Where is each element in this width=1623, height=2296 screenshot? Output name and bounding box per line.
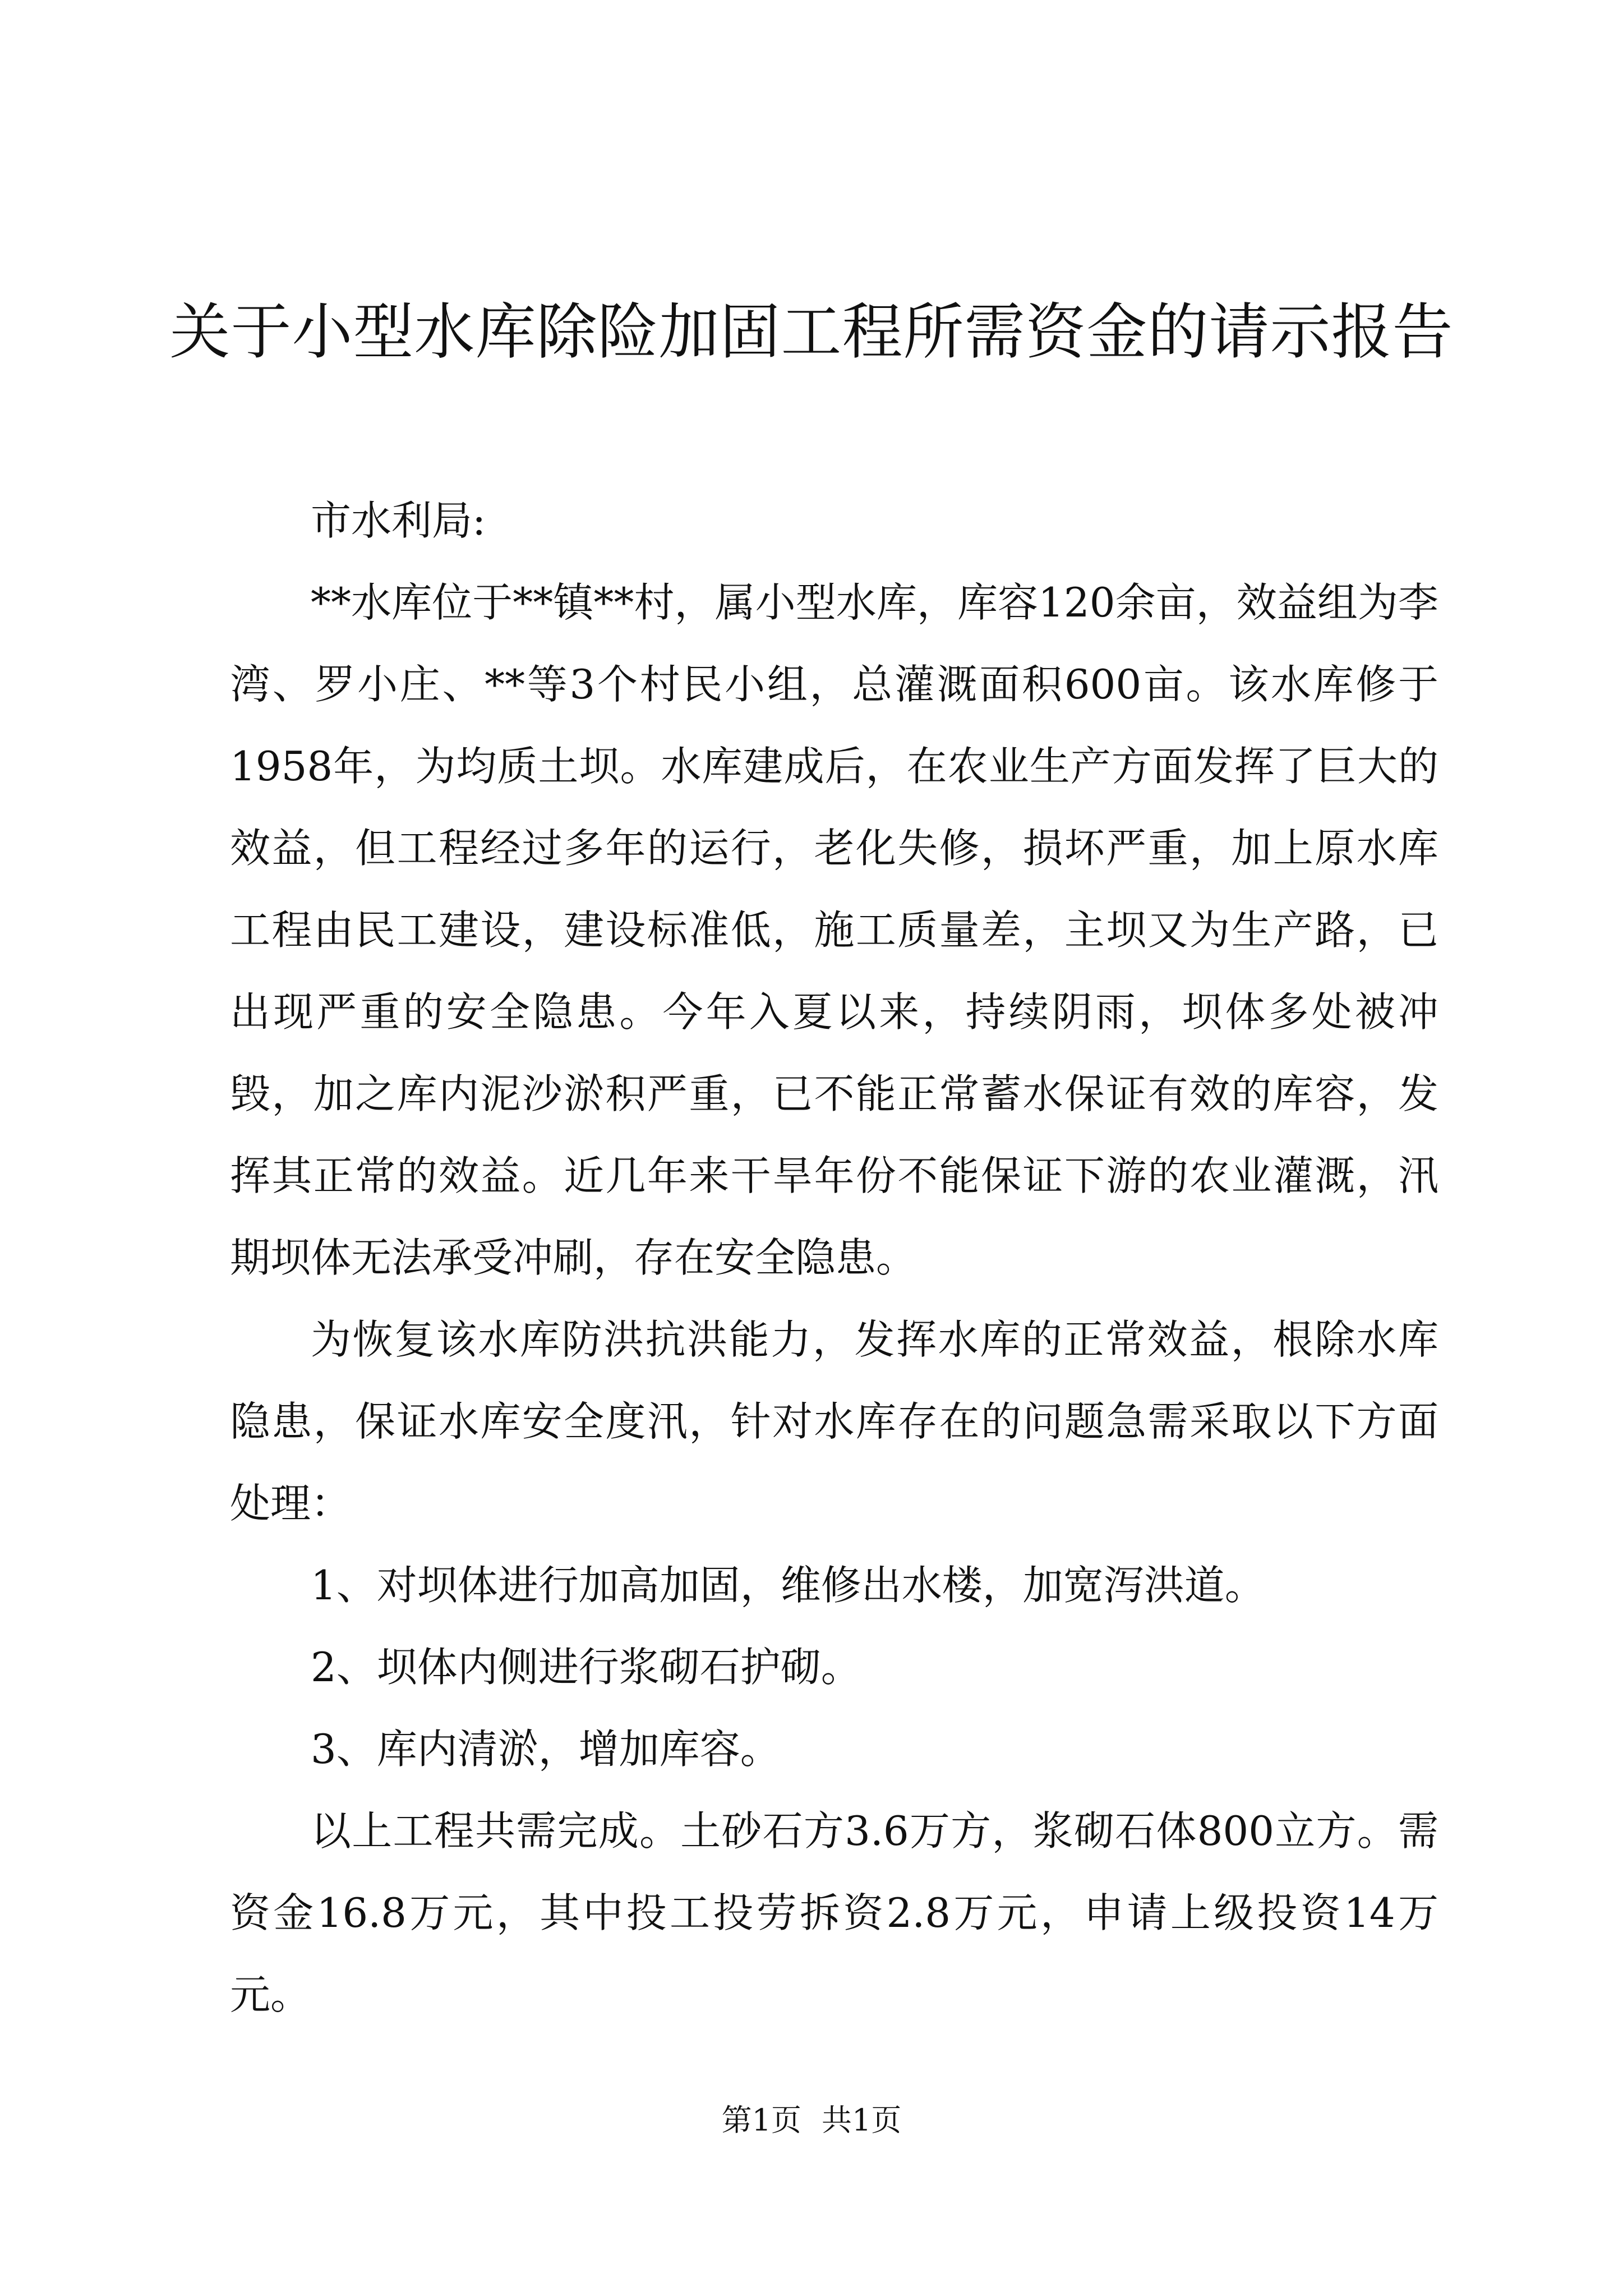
list-item: 2、坝体内侧进行浆砌石护砌。 <box>311 1644 861 1691</box>
page-footer <box>0 2098 1623 2143</box>
document-title: 关于小型水库除险加固工程所需资金的请示报告 <box>169 297 1454 367</box>
paragraph: **水库位于**镇**村，属小型水库，库容120余亩，效益组为李湾、罗小庄、**等3个村民小组，总灌溉面积600亩。该水库修于1958年，为均质土坝。水库建成后，在农业生产方面发挥了巨大的效益，但工程经过多年的运行，老化失修，损坏严重，加上原水库工程由民工建设，建设标准低，施工质量差，主坝又为生产路，已出现严重的安全隐患。今年入夏以来，持续阴雨，坝体多处被冲毁，加之库内泥沙淤积严重，已不能正常蓄水保证有效的库容，发挥其正常的效益。近几年来干旱年份不能保证下游的农业灌溉，汛期坝体无法承受冲刷，存在安全隐患。 <box>230 579 1438 1281</box>
paragraph: 为恢复该水库防洪抗洪能力，发挥水库的正常效益，根除水库隐患，保证水库安全度汛，针对水库存在的问题急需采取以下方面处理： <box>230 1316 1438 1527</box>
page-number: 第1页 <box>721 2102 801 2138</box>
closing-paragraph: 以上工程共需完成。土砂石方3.6万方，浆砌石体800立方。需资金16.8万元，其中投工投劳拆资2.8万元，申请上级投资14万元。 <box>230 1807 1438 2018</box>
list-item: 1、对坝体进行加高加固，维修出水楼，加宽泻洪道。 <box>311 1562 1265 1609</box>
salutation: 市水利局: <box>311 497 486 544</box>
page-total: 共1页 <box>822 2102 902 2138</box>
document-body <box>230 480 1438 2036</box>
list-item: 3、库内清淤，增加库容。 <box>311 1726 781 1773</box>
